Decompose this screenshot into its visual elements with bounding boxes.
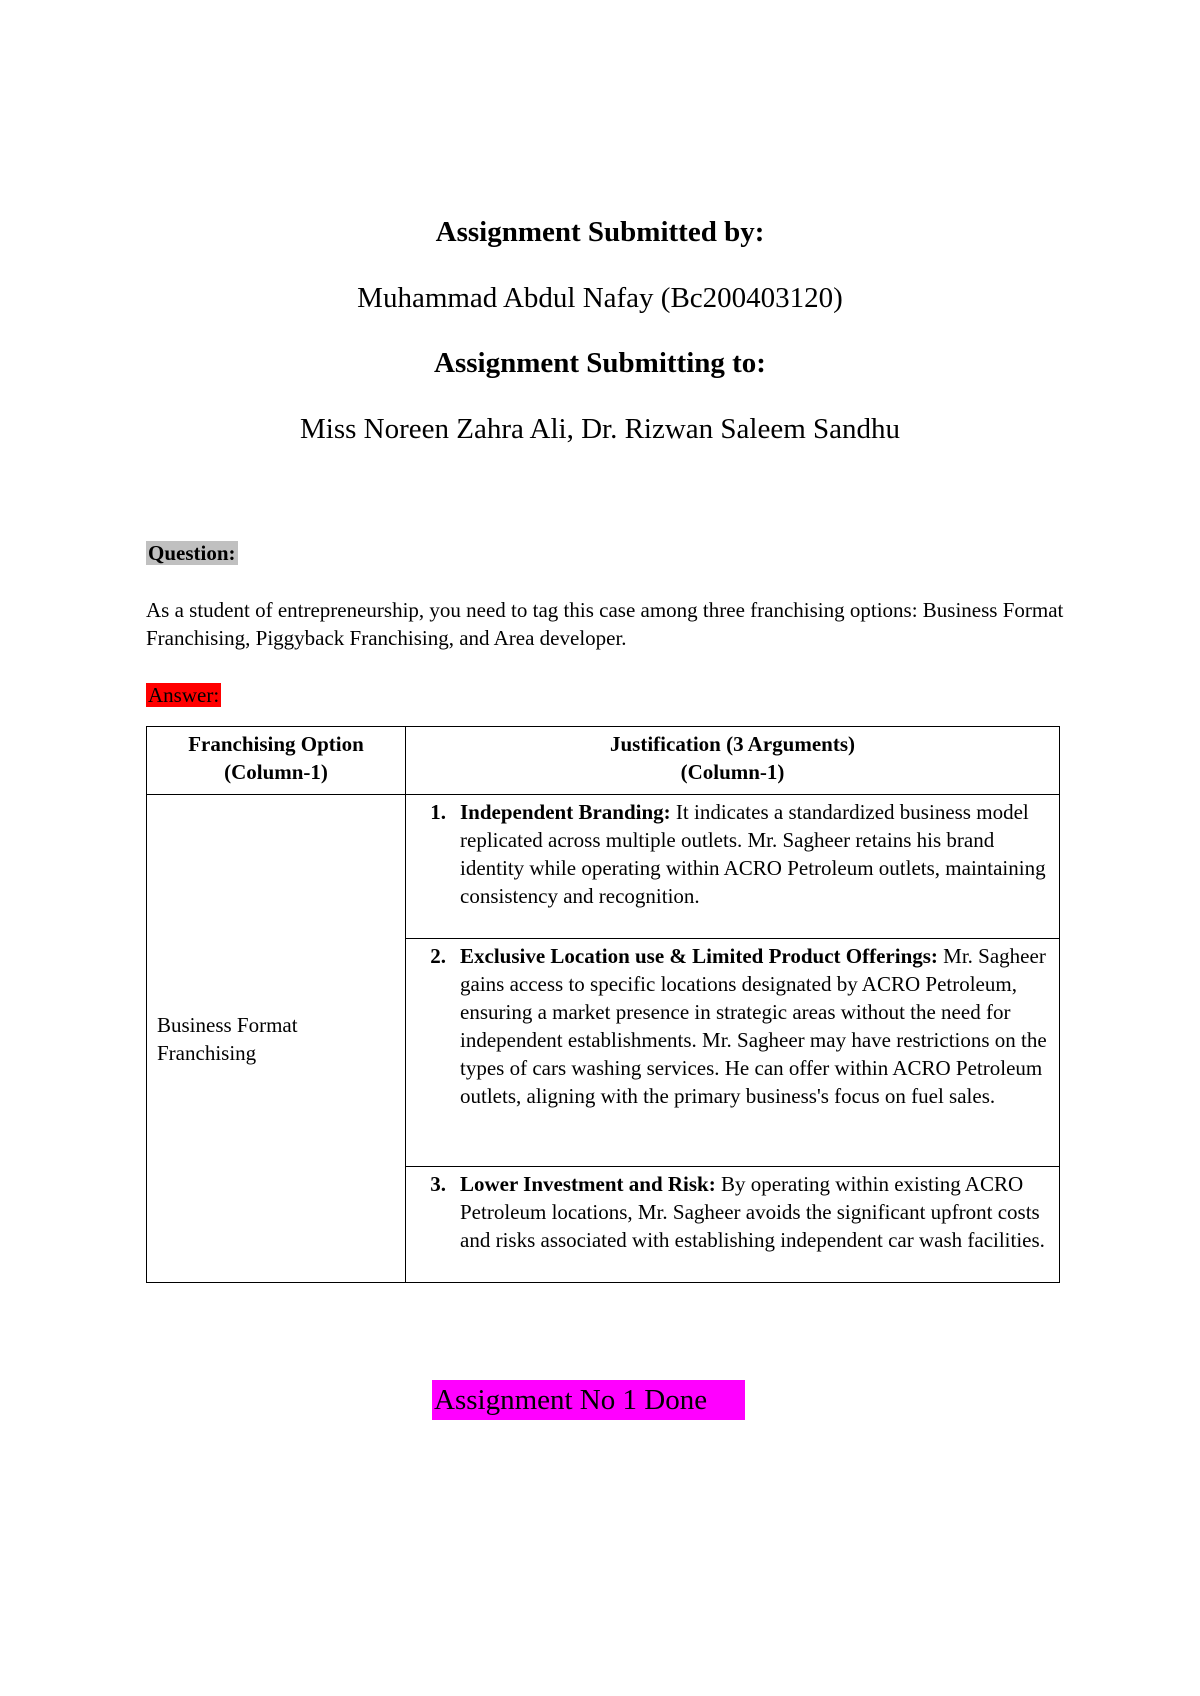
submitting-to-heading: Assignment Submitting to: <box>434 347 766 379</box>
argument-item <box>418 798 1049 910</box>
argument-item <box>418 1170 1049 1254</box>
argument-body <box>460 942 1049 1110</box>
argument-cell-3 <box>406 1167 1060 1283</box>
argument-body <box>460 1170 1049 1254</box>
column-header-option <box>147 727 406 795</box>
answer-label: Answer: <box>148 683 220 707</box>
argument-cell-1 <box>406 795 1060 939</box>
table-row <box>147 795 1060 939</box>
franchising-option-cell <box>147 795 406 1283</box>
assignment-done-banner <box>432 1380 745 1420</box>
argument-title: Lower Investment and Risk: <box>460 1172 716 1196</box>
franchising-option: Business Format Franchising <box>157 1012 298 1065</box>
column-header-option-line1: Franchising Option <box>188 732 364 756</box>
question-text: As a student of entrepreneurship, you need to tag this case among three franchising options: Business Format Franchising, Piggyback Franchising, and Area developer. <box>146 598 1064 650</box>
argument-text: By operating within existing ACRO Petroleum locations, Mr. Sagheer avoids the significant upfront costs and risks associated with establishing independent car wash facilities. <box>460 1172 1045 1252</box>
column-header-justification-line1: Justification (3 Arguments) <box>610 732 855 756</box>
argument-number: 3. <box>430 1172 446 1196</box>
student-name: Muhammad Abdul Nafay (Bc200403120) <box>357 282 843 314</box>
column-header-option-line2: (Column-1) <box>224 760 328 784</box>
argument-title: Independent Branding: <box>460 800 671 824</box>
teacher-names: Miss Noreen Zahra Ali, Dr. Rizwan Saleem Sandhu <box>299 413 901 445</box>
assignment-done-text: Assignment No 1 Done <box>434 1384 708 1416</box>
answer-label-line <box>146 681 221 709</box>
franchising-table <box>146 726 1060 1283</box>
question-label: Question: <box>148 541 236 565</box>
argument-text: It indicates a standardized business model replicated across multiple outlets. Mr. Sagheer retains his brand identity while operating within ACRO Petroleum outlets, maintaining consistency and recognition. <box>460 800 1046 908</box>
question-label-line <box>146 539 238 567</box>
column-header-justification-line2: (Column-1) <box>680 760 785 784</box>
argument-item <box>418 942 1049 1110</box>
argument-number: 2. <box>430 944 446 968</box>
argument-body <box>460 798 1049 910</box>
submitted-by-heading: Assignment Submitted by: <box>435 216 765 248</box>
argument-cell-2 <box>406 939 1060 1167</box>
column-header-justification <box>406 727 1060 795</box>
argument-title: Exclusive Location use & Limited Product Offerings: <box>460 944 938 968</box>
argument-number: 1. <box>430 800 446 824</box>
argument-text: Mr. Sagheer gains access to specific locations designated by ACRO Petroleum, ensuring a market presence in strategic areas without the need for independent establishments. Mr. Sagheer may have restrictions on the types of cars washing services. He can offer within ACRO Petroleum outlets, aligning with the primary business's focus on fuel sales. <box>460 944 1047 1108</box>
table-header-row <box>147 727 1060 795</box>
